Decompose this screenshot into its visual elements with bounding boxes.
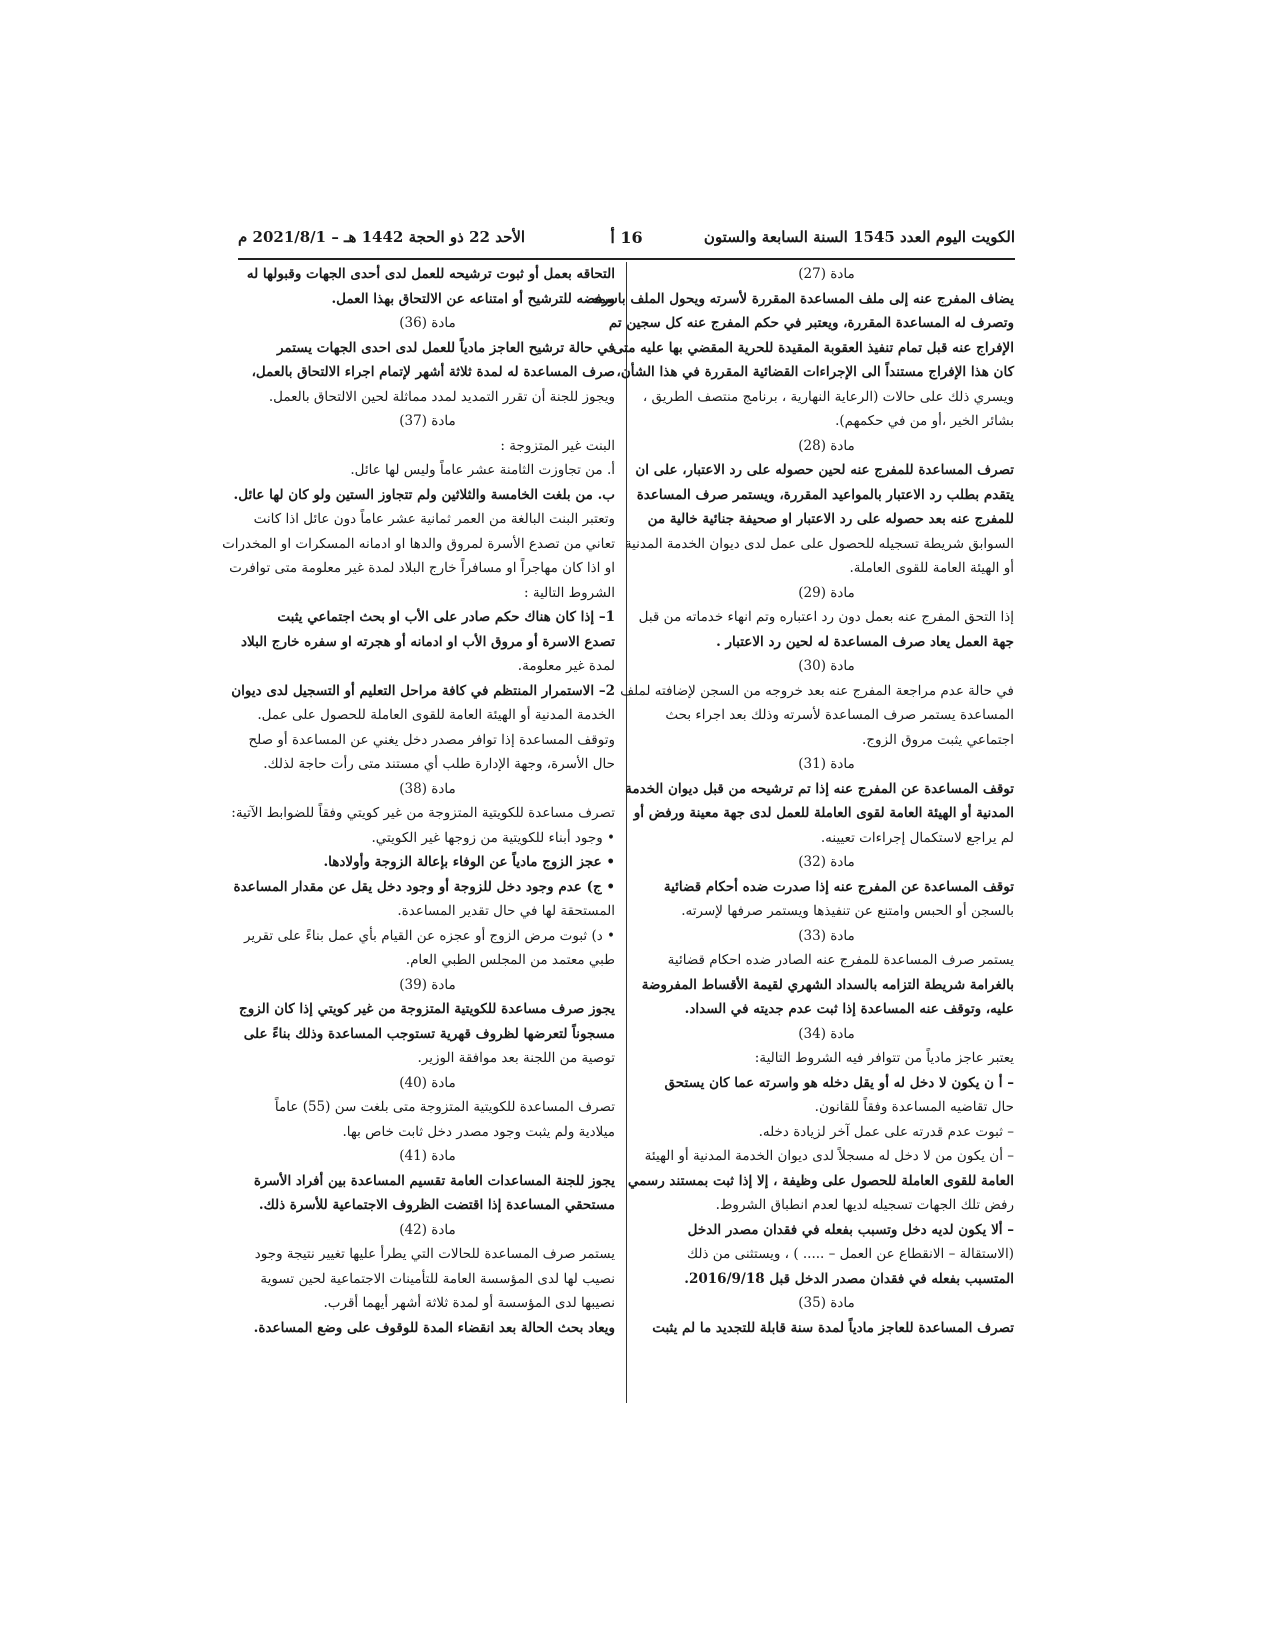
text-line: ويجوز للجنة أن تقرر التمديد لمدد مماثلة لحين الالتحاق بالعمل. (268, 388, 615, 405)
text-line: ورفضه للترشيح أو امتناعه عن الالتحاق بهذا العمل. (331, 290, 615, 307)
text-line: بشائر الخير ،أو من في حكمهم). (835, 413, 1014, 429)
article-heading: مادة (30) (798, 658, 855, 674)
text-line: يستمر صرف المساعدة للحالات التي يطرأ عليها تغيير نتيجة وجود (254, 1246, 615, 1262)
text-line: الخدمة المدنية أو الهيئة العامة للقوى العاملة للحصول على عمل. (257, 707, 615, 723)
text-line: مسجوناً لتعرضها لظروف قهرية تستوجب المساعدة وذلك بناءً على (243, 1025, 615, 1042)
text-line: حال تقاضيه المساعدة وفقاً للقانون. (814, 1099, 1014, 1115)
text-line: الإفراج عنه قبل تمام تنفيذ العقوبة المقيدة للحرية المقضي بها عليه متى (612, 339, 1014, 356)
page-number: 16 أ (610, 228, 643, 247)
header-issue: الكويت اليوم العدد 1545 السنة السابعة والستون (703, 228, 1015, 246)
text-line: – ألا يكون لديه دخل وتسبب بفعله في فقدان مصدر الدخل (687, 1221, 1014, 1238)
text-line: توصية من اللجنة بعد موافقة الوزير. (417, 1050, 615, 1066)
text-line: ب. من بلغت الخامسة والثلاثين ولم تتجاوز الستين ولو كان لها عائل. (233, 486, 615, 503)
text-line: البنت غير المتزوجة : (500, 437, 615, 454)
text-line: صرف المساعدة له لمدة ثلاثة أشهر لإتمام اجراء الالتحاق بالعمل، (251, 364, 615, 380)
text-line: جهة العمل يعاد صرف المساعدة له لحين رد الاعتبار . (716, 633, 1014, 650)
text-line: يتقدم بطلب رد الاعتبار بالمواعيد المقررة، ويستمر صرف المساعدة (636, 486, 1014, 503)
text-line: المساعدة يستمر صرف المساعدة لأسرته وذلك بعد اجراء بحث (665, 707, 1014, 723)
text-line: ميلادية ولم يثبت وجود مصدر دخل ثابت خاص بها. (342, 1123, 615, 1140)
text-line: رفض تلك الجهات تسجيله لديها لعدم انطباق الشروط. (715, 1197, 1014, 1213)
article-heading: مادة (42) (399, 1221, 456, 1238)
text-line: تصرف المساعدة للكويتية المتزوجة متى بلغت سن (55) عاماً (274, 1099, 615, 1115)
text-line: بالسجن أو الحبس وامتنع عن تنفيذها ويستمر صرفها لإسرته. (681, 903, 1014, 919)
text-line: نصيبها لدى المؤسسة أو لمدة ثلاثة أشهر أيهما أقرب. (323, 1295, 615, 1311)
article-heading: مادة (36) (399, 315, 456, 331)
left-column (222, 262, 615, 1340)
text-line: المتسبب بفعله في فقدان مصدر الدخل قبل 2016/9/18. (684, 1270, 1014, 1287)
text-line: • عجز الزوج مادياً عن الوفاء بإعالة الزوجة وأولادها. (323, 854, 615, 870)
article-heading: مادة (27) (798, 266, 855, 282)
text-line: وتعتبر البنت البالغة من العمر ثمانية عشر عاماً دون عائل اذا كانت (253, 511, 615, 527)
text-line: كان هذا الإفراج مستنداً الى الإجراءات القضائية المقررة في هذا الشأن، (616, 364, 1014, 380)
article-heading: مادة (31) (798, 756, 855, 772)
article-heading: مادة (38) (399, 780, 456, 797)
article-heading: مادة (34) (798, 1025, 855, 1042)
text-line: المدنية أو الهيئة العامة لقوى العاملة للعمل لدى جهة معينة ورفض أو (633, 805, 1014, 821)
article-heading: مادة (33) (798, 927, 855, 944)
text-line: يجوز صرف مساعدة للكويتية المتزوجة من غير كويتي إذا كان الزوج (238, 1001, 615, 1017)
text-line: في حالة ترشيح العاجز مادياً للعمل لدى احدى الجهات يستمر (276, 339, 615, 356)
text-line: المستحقة لها في حال تقدير المساعدة. (397, 903, 615, 919)
article-heading: مادة (32) (798, 854, 855, 870)
text-line: أ. من تجاوزت الثامنة عشر عاماً وليس لها عائل. (350, 462, 615, 478)
text-line: تصدع الاسرة أو مروق الأب او ادمانه أو هجرته او سفره خارج البلاد (241, 633, 615, 650)
text-line: ويعاد بحث الحالة بعد انقضاء المدة للوقوف على وضع المساعدة. (253, 1319, 615, 1336)
article-heading: مادة (40) (399, 1074, 456, 1091)
text-line: حال الأسرة، وجهة الإدارة طلب أي مستند متى رأت حاجة لذلك. (263, 756, 615, 772)
article-heading: مادة (29) (798, 584, 855, 601)
text-line: اجتماعي يثبت مروق الزوج. (862, 731, 1014, 748)
text-line: للمفرج عنه بعد حصوله على رد الاعتبار او صحيفة جنائية خالية من (647, 511, 1014, 527)
text-line: • وجود أبناء للكويتية من زوجها غير الكويتي. (371, 829, 615, 846)
text-line: مستحقي المساعدة إذا اقتضت الظروف الاجتماعية للأسرة ذلك. (258, 1197, 615, 1213)
text-line: ويسري ذلك على حالات (الرعاية النهارية ، برنامج منتصف الطريق ، (642, 388, 1014, 405)
article-heading: مادة (37) (399, 413, 456, 429)
text-line: (الاستقالة – الانقطاع عن العمل – ..... ) ، ويستثنى من ذلك (687, 1246, 1014, 1262)
text-line: لمدة غير معلومة. (517, 658, 615, 674)
text-line: السوابق شريطة تسجيله للحصول على عمل لدى ديوان الخدمة المدنية (624, 535, 1014, 552)
text-line: بالغرامة شريطة التزامه بالسداد الشهري لقيمة الأقساط المفروضة (641, 976, 1014, 993)
text-line: – أن يكون من لا دخل له مسجلاً لدى ديوان الخدمة المدنية أو الهيئة (644, 1148, 1014, 1164)
text-line: الشروط التالية : (524, 584, 615, 601)
text-line: أو الهيئة العامة للقوى العاملة. (849, 560, 1014, 576)
text-line: • د) ثبوت مرض الزوج أو عجزه عن القيام بأي عمل بناءً على تقرير (243, 927, 615, 944)
text-line: يعتبر عاجز مادياً من تتوافر فيه الشروط التالية: (754, 1050, 1014, 1066)
text-line: إذا التحق المفرج عنه بعمل دون رد اعتباره وتم انهاء خدماته من قبل (638, 609, 1014, 625)
article-heading: مادة (41) (399, 1148, 456, 1164)
text-line: يجوز للجنة المساعدات العامة تقسيم المساعدة بين أفراد الأسرة (253, 1172, 615, 1189)
text-line: طبي معتمد من المجلس الطبي العام. (405, 952, 615, 968)
text-line: عليه، وتوقف عنه المساعدة إذا ثبت عدم جديته في السداد. (684, 1001, 1014, 1017)
text-line: العامة للقوى العاملة للحصول على وظيفة ، إلا إذا ثبت بمستند رسمي (627, 1172, 1014, 1189)
text-line: توقف المساعدة عن المفرج عنه إذا صدرت ضده أحكام قضائية (663, 878, 1014, 895)
text-line: 2– الاستمرار المنتظم في كافة مراحل التعليم أو التسجيل لدى ديوان (231, 682, 615, 699)
text-line: تصرف المساعدة للعاجز مادياً لمدة سنة قابلة للتجديد ما لم يثبت (652, 1319, 1014, 1336)
text-line: 1– إذا كان هناك حكم صادر على الأب او بحث اجتماعي يثبت (277, 609, 615, 625)
text-line: لم يراجع لاستكمال إجراءات تعيينه. (820, 829, 1014, 846)
text-line: وتوقف المساعدة إذا توافر مصدر دخل يغني عن المساعدة أو صلح (248, 731, 615, 748)
text-line: • ج) عدم وجود دخل للزوجة أو وجود دخل يقل عن مقدار المساعدة (233, 878, 615, 895)
text-line: او اذا كان مهاجراً او مسافراً خارج البلاد لمدة غير معلومة متى توافرت (229, 560, 615, 576)
article-heading: مادة (35) (798, 1295, 855, 1311)
page-header (238, 228, 1015, 258)
text-line: – أ ن يكون لا دخل له أو يقل دخله هو واسرته عما كان يستحق (664, 1074, 1014, 1091)
right-column (591, 262, 1014, 1340)
header-rule (238, 258, 1015, 260)
text-line: تصرف مساعدة للكويتية المتزوجة من غير كويتي وفقاً للضوابط الآتية: (231, 805, 615, 821)
text-line: نصيب لها لدى المؤسسة العامة للتأمينات الاجتماعية لحين تسوية (260, 1270, 615, 1287)
text-line: – ثبوت عدم قدرته على عمل آخر لزيادة دخله. (758, 1123, 1014, 1140)
column-divider (626, 262, 627, 1403)
text-line: في حالة عدم مراجعة المفرج عنه بعد خروجه من السجن لإضافته لملف (620, 682, 1014, 699)
article-heading: مادة (39) (399, 976, 456, 993)
text-line: يستمر صرف المساعدة للمفرج عنه الصادر ضده احكام قضائية (667, 952, 1014, 968)
text-line: تعاني من تصدع الأسرة لمروق والدها او ادمانه المسكرات او المخدرات (222, 535, 615, 552)
article-heading: مادة (28) (798, 437, 855, 454)
text-line: يضاف المفرج عنه إلى ملف المساعدة المقررة لأسرته ويحول الملف باسمه (591, 290, 1014, 307)
text-line: تصرف المساعدة للمفرج عنه لحين حصوله على رد الاعتبار، على ان (635, 462, 1014, 478)
text-line: التحاقه بعمل أو ثبوت ترشيحه للعمل لدى أحدى الجهات وقبولها له (246, 266, 615, 282)
text-line: توقف المساعدة عن المفرج عنه إذا تم ترشيحه من قبل ديوان الخدمة (625, 780, 1014, 797)
text-line: وتصرف له المساعدة المقررة، ويعتبر في حكم المفرج عنه كل سجين تم (608, 315, 1014, 331)
header-date: الأحد 22 ذو الحجة 1442 هـ – 2021/8/1 م (238, 228, 526, 246)
